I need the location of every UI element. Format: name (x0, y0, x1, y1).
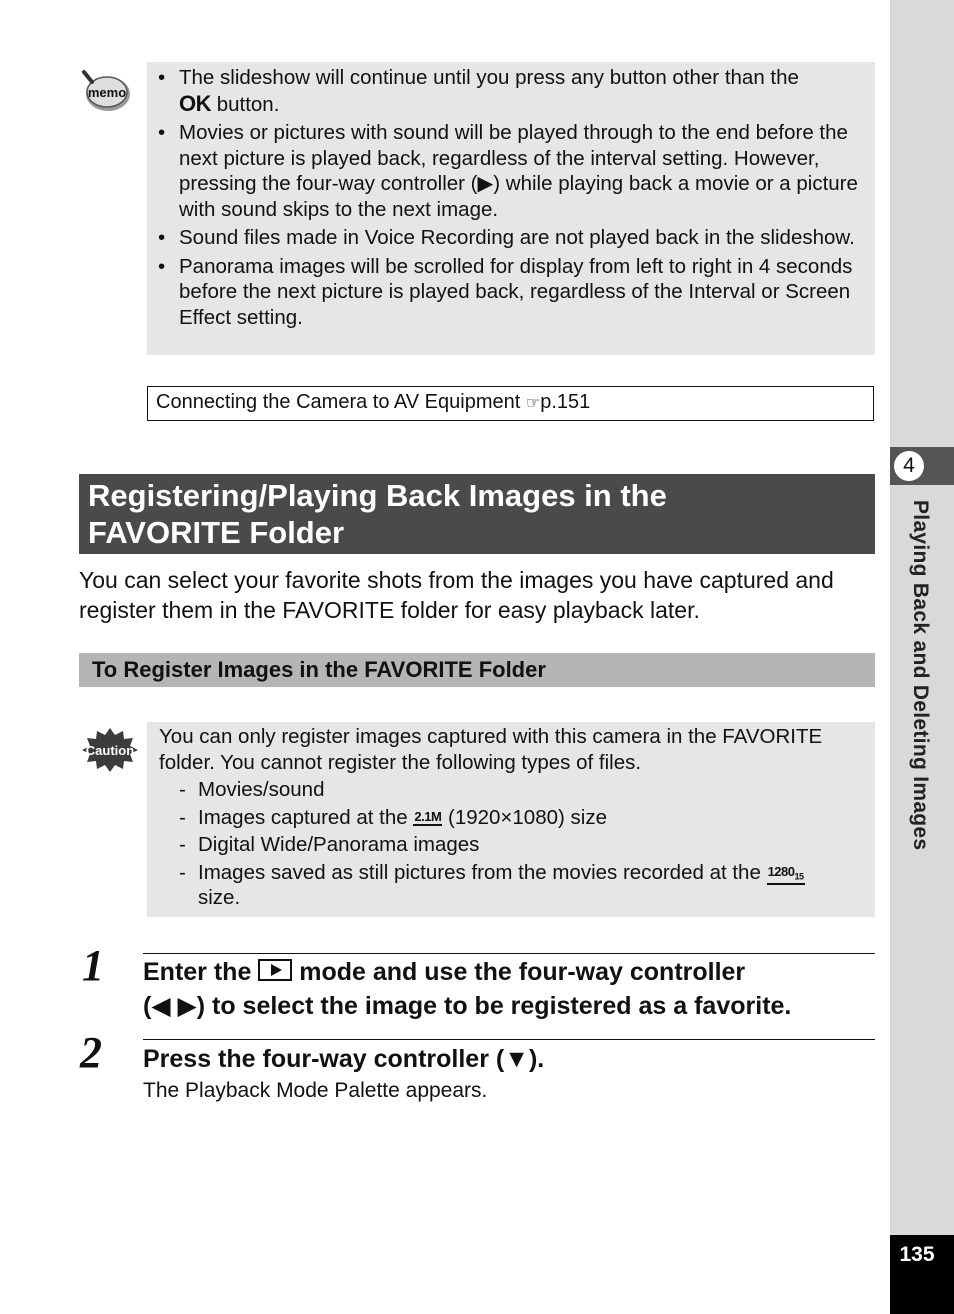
memo-item: • Movies or pictures with sound will be played through to the end before the next picture is played back, regardless of the interval setting. However, pressing the four-way controller (▶) while playing back a movie or a picture with sound skips to the next image. (158, 121, 858, 221)
step-number: 1 (82, 941, 104, 990)
ok-button-symbol: OK (179, 90, 211, 116)
section-intro: You can select your favorite shots from the images you have captured and register them in the FAVORITE folder for easy playback later. (79, 567, 834, 623)
memo-item: • The slideshow will continue until you press any button other than the OK button. (158, 66, 799, 116)
playback-mode-icon (258, 959, 292, 981)
reference-pointer-icon: ☞ (525, 393, 541, 412)
memo-icon (80, 68, 132, 114)
step-divider (143, 953, 875, 954)
movie-1280-icon: $1280_{15}$ (767, 865, 805, 886)
reference-box: Connecting the Camera to AV Equipment ☞p.151 (147, 386, 874, 421)
caution-box (147, 722, 875, 917)
step-result: The Playback Mode Palette appears. (143, 1079, 488, 1102)
reference-page-link[interactable]: p.151 (540, 391, 591, 413)
svg-text:memo: memo (87, 85, 127, 100)
memo-box (147, 62, 875, 355)
chapter-label: Playing Back and Deleting Images (909, 500, 932, 851)
step-divider (143, 1039, 875, 1040)
step-instruction: Press the four-way controller (▼). (143, 1045, 545, 1073)
memo-item: • Panorama images will be scrolled for display from left to right in 4 seconds before the next picture is played back, regardless of the Interval or Screen Effect setting. (158, 254, 853, 329)
chapter-side-tab (890, 0, 954, 1314)
chapter-number: 4 (894, 451, 924, 481)
svg-text:Caution: Caution (85, 743, 135, 758)
caution-item: - Movies/sound (179, 778, 325, 801)
page-number: 135 (899, 1243, 935, 1266)
step-instruction: Enter the mode and use the four-way controller (◀ ▶) to select the image to be registered as a favorite. (143, 958, 792, 1020)
subsection-title: To Register Images in the FAVORITE Folder (79, 653, 875, 687)
caution-text: You can only register images captured with this camera in the FAVORITE folder. You cannot register the following types of files. (159, 725, 823, 774)
step-number: 2 (80, 1028, 102, 1077)
caution-item: - Digital Wide/Panorama images (179, 833, 480, 856)
size-2.1m-icon: 2.1M (414, 808, 442, 824)
caution-icon (81, 727, 139, 773)
memo-item: • Sound files made in Voice Recording are not played back in the slideshow. (158, 226, 855, 249)
caution-item: - Images captured at the 2.1M (1920×1080) size (179, 805, 607, 829)
section-title: Registering/Playing Back Images in the FAVORITE Folder (79, 474, 875, 554)
caution-item: - Images saved as still pictures from the movies recorded at the $1280_{15}$ size. (179, 860, 804, 910)
